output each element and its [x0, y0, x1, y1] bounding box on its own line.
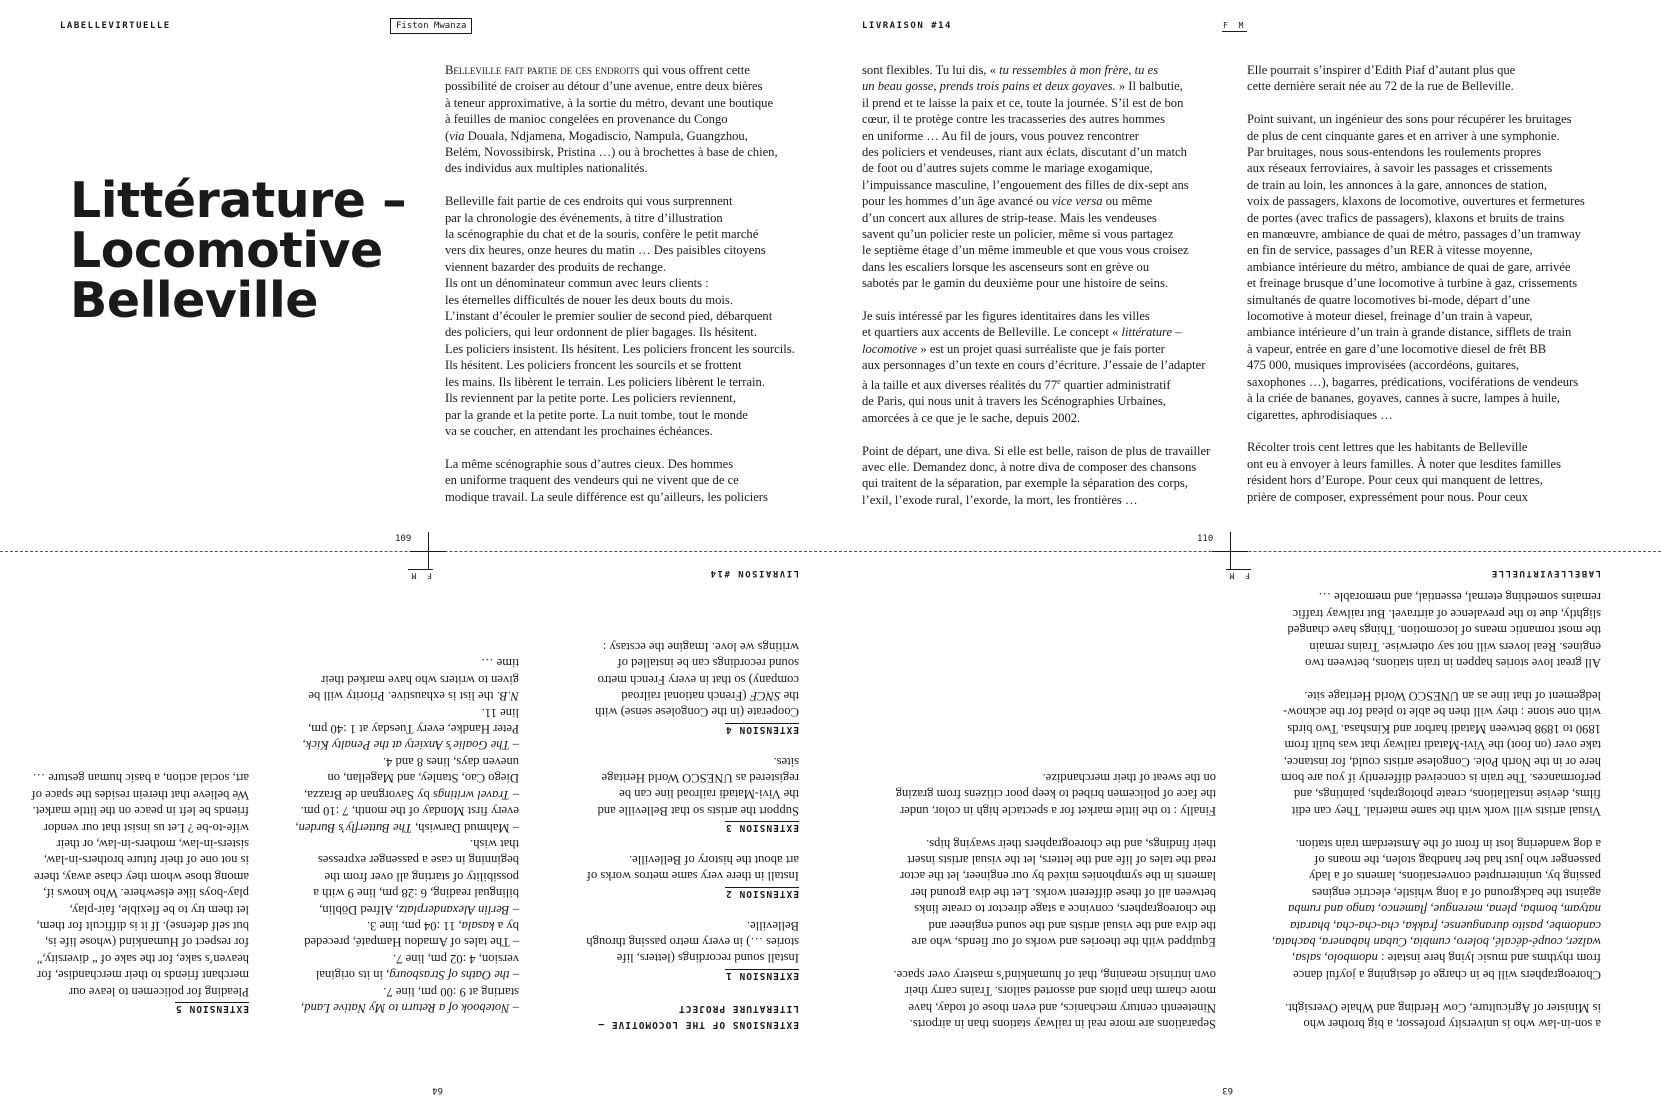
- col2-p2-concept: littérature – locomotive: [862, 325, 1182, 356]
- fm-mark-bottom-left: F M: [408, 571, 432, 580]
- extension-4-heading: EXTENSION 4: [725, 723, 799, 735]
- colE-paragraph-3: Visual artists will work with the same material. They can edit films, devise installations, create photographs, paintings, and performances. The train is conceived differently if you are born here or in the North Pole. Congolese artists could, for instance, take over (on foot) the Vivi-Matadi railway that was built from 1890 to 1898 between Matadi harbor and Kinshasa. Two birds with one stone : they will then be able to plead for the acknow- ledgement of that line as an UNESCO World Heritage site.: [1281, 688, 1601, 818]
- bottom-running-header-brand: LABELLEVIRTUELLE: [1490, 568, 1601, 578]
- colD-paragraph-1: Separations are more real in railway stations than in airports. Nineteenth century mechanics, and even those of today, have more charm than pilots and assorted sailors. Trains carry their own intrinsic meaning, that of humankind’s mastery over space.: [893, 967, 1216, 1031]
- colE-paragraph-1: a son-in-law who is university professor, a big brother who is Minister of Agriculture, Cow Herding and Whale Oversight.: [1285, 1000, 1601, 1031]
- running-header-issue: LIVRAISON #14: [862, 21, 952, 31]
- col2-p1-quote: tu ressembles à mon frère, tu es un beau gosse, prends trois pains et deux goyaves.: [862, 63, 1159, 94]
- page-number-109: 109: [395, 534, 412, 544]
- bottom-column-a: [4, 754, 249, 1016]
- col1-p1-via: via: [449, 128, 465, 143]
- col2-p2-b: » est un projet quasi surréaliste que je fais porter aux personnages d’un texte en cours d’écriture. J’essaie de l’adapter à la taille et aux diverses réalités du 77: [862, 341, 1206, 392]
- colE-p2-a: Choreographers will be in charge of designing a joyful dance from rhythms and music lying here instate :: [1293, 951, 1601, 982]
- extension-3-heading: EXTENSION 3: [725, 822, 799, 834]
- col3-paragraph-1: Elle pourrait s’inspirer d’Edith Piaf d’autant plus que cette dernière serait née au 72 de la rue de Belleville.: [1247, 63, 1516, 94]
- ext4-b: (French national railroad company) so that in every French metro sound recordings can be installed of writings we love. Imagine the ecstasy :: [597, 639, 799, 703]
- bottom-column-d: [836, 753, 1216, 1032]
- col2-paragraph-2: [862, 308, 1242, 426]
- extension-1-text: Install sound recordings (letters, life stories …) in every metro passing through Belleville.: [586, 918, 799, 966]
- col2-p2-c: quartier administratif de Paris, qui nous unit à travers les Scénographies Urbaines, amorcées à ce que je le sache, depuis 2002.: [862, 377, 1171, 425]
- colE-p2-b: against the background of a long whistle, electric engines passing by, uninterrupted conversations, laments of a lady passenger who just had her handbag stolen, the moans of a dog wandering lost in front of the Amsterdam train station.: [1295, 836, 1601, 900]
- fm-mark-top: F M: [1223, 21, 1247, 30]
- col2-p1-c: ou même d’un concert aux allures de strip-tease. Mais les vendeuses savent qu’un policier reste un policier, même si vous partagez le septième étage d’un même immeuble et que vous vous croisez dans les escaliers lorsque les ascenseurs sont en grève ou sabotés par le gamin du deuxième pour une histoire de seins.: [862, 194, 1189, 291]
- col3-paragraph-2: Point suivant, un ingénieur des sons pour récupérer les bruitages de plus de cent cinquante gares et en arriver à une symphonie. Par bruitages, nous sous-entendons les roulements propres aux réseaux ferroviaires, à savoir les passages et crissements de train au loin, les annonces à la gare, annonces de station, voix de passagers, klaxons de locomotive, ouvertures et fermetures de portes (avec trafics de passagers), klaxons et bruits de trains en manœuvre, ambiance de quai de métro, passages d’un tramway en fin de service, passages d’un RER à vitesse moyenne, ambiance intérieure du métro, ambiance de quai de gare, arrivée et freinage brusque d’une locomotive à turbine à gaz, crissements simultanés de quatre locomotives bi-mode, départ d’une locomotive à moteur diesel, freinage d’un train à vapeur, ambiance intérieure d’un train à grande distance, sifflets de train à vapeur, entrée en gare d’une locomotive diesel de frêt BB 475 000, musiques improvisées (accordéons, guitares, saxophones …), bagarres, prédications, vociférations de vendeurs à la criée de bananes, goyaves, cannes à sucre, lampes à huile, cigarettes, aphrodisiaques …: [1247, 112, 1585, 422]
- running-header-brand: LABELLEVIRTUELLE: [60, 21, 171, 31]
- col2-paragraph-3: Point de départ, une diva. Si elle est belle, raison de plus de travailler avec elle. Demandez donc, à notre diva de composer des chansons qui traitent de la séparation, par exemple la séparation des corps, l’exil, l’exode rural, l’exorde, la mort, les frontières …: [862, 443, 1211, 507]
- colE-p2-dances: ndombolo, salsa, walzer, coupé-décalé, bolero, cumbia, Cuban habanera, bachata, candombe, pasito duranguense, frakka, cha-cha-cha, bharata natyam, bomba, plena, merengue, flamenco, tango and rumba: [1271, 902, 1601, 966]
- extension-1-heading: EXTENSION 1: [725, 969, 799, 981]
- colD-paragraph-2: Equipped with the theories and works of our fiends, who are the diva and the visual artists and the sound engineer and the choreographers, convince a stage director to create links between all of these different works. Let the diva ground her laments in the symphonies mixed by our engineer, let the actor read the tales of life and the letters, let the visual artists insert their findings, and the choreographers their swaying hips.: [899, 836, 1216, 949]
- extension-3-text: Support the artists so that Belleville and the Vivi-Matadi railroad line can be registered as UNESCO World Heritage sites.: [597, 754, 799, 818]
- extensions-title: EXTENSIONS OF THE LOCOMOTIVE – LITERATURE PROJECT: [597, 1002, 799, 1030]
- col2-p2-sup: e: [1057, 376, 1061, 386]
- col2-p1-a: sont flexibles. Tu lui dis, «: [862, 63, 1000, 77]
- colE-paragraph-4: All great love stories happen in train stations, between two engines. Real lovers will not say otherwise. Trains remain the most romantic means of locomotion. Things have changed slightly, due to the prevalence of airtravel. But railway traffic remains something eternal, essential, and memorable …: [1287, 590, 1601, 671]
- reading-list: – Notebook of a Return to My Native Land, starting at 9 :00 pm, line 7. – the Oaths of Strasbourg, in its original version, 4 :02 pm, line 7. – The tales of Amadou Hampaté, preceded by a kasala, 11 :04 pm, line 3. – Berlin Alexanderplatz, Alfred Döblin, bilingual reading, 6 :28 pm, line 9 with a possibility of starting all over from the beginning in case a passenger expresses that wish. – Mahmud Darwish, The Butterfly’s Burden, every first Monday of the month, 7 :10 pm. – Travel writings by Savorgnan de Brazza, Diego Cao, Stanley, and Magellan, on uneven days, lines 8 and 4. – The Goalie’s Anxiety at the Penalty Kick, Peter Handke, every Tuesday at 1 :40 pm, line 11. N.B. the list is exhaustive. Priority will be given to writers who have marked their time …: [295, 656, 519, 1015]
- bottom-column-c: [529, 622, 799, 1032]
- title-line-3: Belleville: [70, 272, 318, 329]
- colD-paragraph-3: Finally : to the little market for a spectacle high in color, under the face of policemen bribed to keep poor citizens from grazing on the sweat of their merchandize.: [895, 770, 1216, 818]
- col1-paragraph-2: Belleville fait partie de ces endroits qui vous surprennent par la chronologie des événements, à titre d’illustration la scénographie du chat et de la souris, confère le petit marché vers dix heures, onze heures du matin … Des paisibles citoyens viennent bazarder des produits de rechange. Ils ont un dénominateur commun avec leurs clients : les éternelles difficultés de nouer les deux bouts du mois. L’instant d’écouler le premier soulier de second pied, débarquent des policiers, qui leur ordonnent de plier bagages. Ils hésitent. Les policiers insistent. Ils hésitent. Les policiers froncent les sourcils. Ils hésitent. Les policiers froncent les sourcils et se frottent les mains. Ils libèrent le terrain. Les policiers libèrent le terrain. Ils reviennent par la petite porte. Les policiers reviennent, par la grande et la petite porte. La nuit tombe, tout le monde va se coucher, en attendant les prochaines échéances.: [445, 194, 795, 438]
- page-number-63: 63: [1222, 1085, 1233, 1095]
- bottom-running-header-issue: LIVRAISON #14: [709, 568, 799, 578]
- author-box: Fiston Mwanza: [390, 18, 472, 34]
- col3-paragraph-3: Récolter trois cent lettres que les habitants de Belleville ont eu à envoyer à leurs familles. À noter que lesdites familles résident hors d’Europe. Pour ceux qui manquent de lettres, prière de composer, expressément pour nous. Pour ceux: [1247, 440, 1562, 504]
- bottom-column-b: [257, 639, 519, 1016]
- title-line-2: Locomotive: [70, 222, 383, 279]
- col1-lead-in: Belleville fait partie de ces endroits: [445, 63, 640, 77]
- extension-2-text: Install in there very same metros works of art about the history of Belleville.: [586, 852, 799, 884]
- col2-paragraph-1: [862, 62, 1242, 292]
- col1-paragraph-1: [445, 62, 820, 177]
- title-line-1: Littérature –: [70, 172, 407, 229]
- ext4-a: Cooperate (in the Congolese sense) with the: [595, 688, 799, 720]
- page-number-110: 110: [1197, 534, 1214, 544]
- article-title: [70, 172, 410, 329]
- extension-5-heading: EXTENSION 5: [175, 1003, 249, 1014]
- fm-mark-bottom-right: F M: [1226, 571, 1250, 580]
- bottom-column-e: [1221, 573, 1601, 1032]
- bottom-half-inverted: [0, 551, 1661, 1102]
- body-column-3: [1247, 62, 1627, 505]
- ext4-sncf: SNCF: [749, 688, 781, 703]
- page-number-64: 64: [432, 1085, 443, 1095]
- body-column-1: [445, 62, 820, 505]
- extension-5-text: Pleading for policemen to leave our merchant friends to their merchandise, for heaven’s sake, for the sake of “ diversity,” for respect of Humankind (whose life is, but self defense). If it is difficult for them, let them try to be flexible, fair-play, play-boys like elsewhere. Who knows if, among those whom they chase away, there is not one of their future brothers-in-law, sisters-in-law, mothers-in-law, or their wife-to-be ? Let us insist that our vendor friends be left in peace on the little market. We believe that therein resides the space of art, social action, a basic human gesture …: [31, 771, 249, 999]
- body-column-2: [862, 62, 1242, 508]
- col2-p1-b: » Il balbutie, il prend et te laisse la paix et ce, toute la journée. S’il est de bon cœur, il te protège contre les tracasseries des autres hommes en uniforme … Au fil de jours, vous pouvez rencontrer des policiers et vendeuses, riant aux éclats, discutant d’un match de foot ou d’autres sujets comme le mariage exogamique, l’impuissance masculine, l’engouement des filles de dix-sept ans pour les hommes d’un âge avancé ou: [862, 79, 1189, 209]
- col1-paragraph-3: La même scénographie sous d’autres cieux. Des hommes en uniforme traquent des vendeurs qui ne vivent que de ce modique travail. La seule différence est qu’ailleurs, les policiers: [445, 456, 768, 504]
- colE-paragraph-2: [1221, 835, 1601, 983]
- extension-2-heading: EXTENSION 2: [725, 887, 799, 899]
- col2-p1-vice-versa: vice versa: [1051, 194, 1103, 209]
- extension-4-text: [529, 638, 799, 720]
- col2-p2-a: Je suis intéressé par les figures identitaires dans les villes et quartiers aux accents de Belleville. Le concept «: [862, 309, 1150, 340]
- col1-p1-end: Douala, Ndjamena, Mogadiscio, Nampula, Guangzhou, Belém, Novossibirsk, Pristina …) ou à brochettes à base de chien, des individus aux multiples nationalités.: [445, 128, 778, 176]
- col1-p1-text: qui vous offrent cette possibilité de croiser au détour d’une avenue, entre deux bières à teneur approximative, à la sortie du métro, devant une boutique à feuilles de manioc congelées en provenance du Congo (: [445, 63, 774, 143]
